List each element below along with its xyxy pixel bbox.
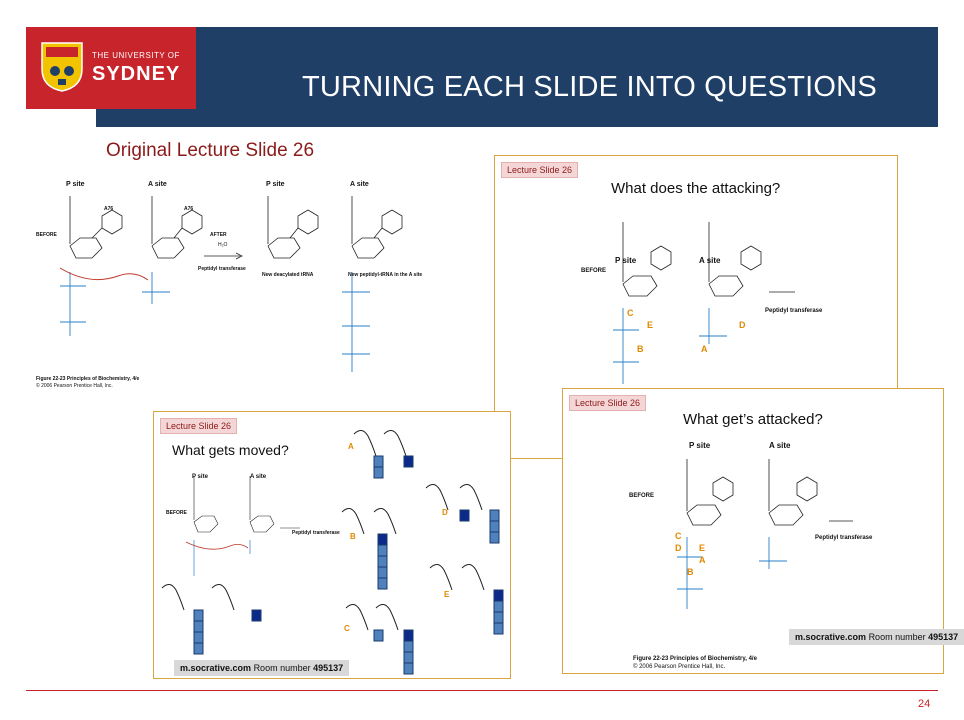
a-site-label: A site bbox=[148, 181, 167, 188]
atk-enzyme: Peptidyl transferase bbox=[815, 535, 873, 541]
socrative-room-label: Room number bbox=[253, 663, 311, 673]
att-before: BEFORE bbox=[581, 268, 607, 274]
attacked-copyright: © 2006 Pearson Prentice Hall, Inc. bbox=[633, 664, 726, 670]
atk-letter-b: B bbox=[687, 567, 694, 577]
att-p-site: P site bbox=[615, 256, 637, 265]
attacking-diagram bbox=[579, 212, 819, 392]
p-site-label: P site bbox=[66, 181, 85, 188]
a76-label-2: A76 bbox=[184, 206, 194, 212]
att-enzyme: Peptidyl transferase bbox=[765, 308, 823, 314]
deacylated-label: New deacylated tRNA bbox=[262, 272, 314, 278]
att-letter-c: C bbox=[627, 308, 634, 318]
att-letter-e: E bbox=[647, 320, 654, 330]
lecture-badge-attacked: Lecture Slide 26 bbox=[569, 395, 646, 411]
lecture-badge: Lecture Slide 26 bbox=[501, 162, 578, 178]
att-letter-a: A bbox=[701, 344, 708, 354]
header-bar bbox=[96, 27, 938, 127]
logo-line1: THE UNIVERSITY OF bbox=[92, 51, 180, 60]
att-a-site: A site bbox=[699, 256, 721, 265]
att-letter-d: D bbox=[739, 320, 746, 330]
page-number: 24 bbox=[918, 698, 931, 710]
moved-enzyme: Peptidyl transferase bbox=[292, 530, 340, 536]
p-site-label-after: P site bbox=[266, 181, 285, 188]
moved-a-site: A site bbox=[250, 474, 267, 480]
atk-letter-d: D bbox=[675, 543, 682, 553]
atk-a-site: A site bbox=[769, 441, 791, 450]
socrative-info-moved bbox=[174, 660, 349, 676]
slide-subtitle: Original Lecture Slide 26 bbox=[106, 140, 315, 161]
option-c: C bbox=[344, 624, 350, 633]
question-attacked: What get’s attacked? bbox=[683, 411, 823, 428]
option-b: B bbox=[350, 532, 356, 541]
socrative-site: m.socrative.com bbox=[180, 663, 252, 673]
enzyme-label: Peptidyl transferase bbox=[198, 266, 246, 272]
lecture-badge-moved: Lecture Slide 26 bbox=[160, 418, 237, 434]
socrative-room-2: 495137 bbox=[928, 632, 959, 642]
university-logo bbox=[26, 27, 196, 109]
question-attacking: What does the attacking? bbox=[611, 180, 781, 197]
crest-icon bbox=[40, 41, 84, 93]
original-copyright: © 2006 Pearson Prentice Hall, Inc. bbox=[36, 383, 113, 389]
atk-letter-e: E bbox=[699, 543, 706, 553]
card-moved bbox=[153, 411, 511, 679]
card-attacked bbox=[562, 388, 959, 674]
atk-before: BEFORE bbox=[629, 493, 655, 499]
atk-p-site: P site bbox=[689, 441, 711, 450]
new-peptidyl-label: New peptidyl-tRNA in the A site bbox=[348, 272, 423, 278]
logo-line2: SYDNEY bbox=[92, 63, 181, 85]
option-e: E bbox=[444, 590, 450, 599]
option-d: D bbox=[442, 508, 448, 517]
option-a: A bbox=[348, 442, 354, 451]
question-moved: What gets moved? bbox=[172, 442, 289, 458]
a-site-label-after: A site bbox=[350, 181, 369, 188]
atk-letter-a: A bbox=[699, 555, 706, 565]
water-label: H₂O bbox=[218, 242, 228, 248]
atk-letter-c: C bbox=[675, 531, 682, 541]
before-label: BEFORE bbox=[36, 232, 57, 238]
socrative-room-label-2: Room number bbox=[868, 632, 926, 642]
moved-p-site: P site bbox=[192, 474, 208, 480]
moved-options bbox=[154, 412, 510, 678]
footer-rule bbox=[26, 690, 938, 691]
socrative-room: 495137 bbox=[313, 663, 344, 673]
attacked-caption: Figure 22-23 Principles of Biochemistry, 4/e bbox=[633, 656, 757, 662]
original-slide-figure bbox=[30, 176, 423, 389]
original-caption: Figure 22-23 Principles of Biochemistry, 4/e bbox=[36, 376, 140, 382]
att-letter-b: B bbox=[637, 344, 644, 354]
after-label: AFTER bbox=[210, 232, 227, 238]
socrative-info-attacked bbox=[789, 629, 964, 645]
page-title: TURNING EACH SLIDE INTO QUESTIONS bbox=[302, 71, 877, 103]
moved-before: BEFORE bbox=[166, 510, 187, 516]
a76-label: A76 bbox=[104, 206, 114, 212]
socrative-site-2: m.socrative.com bbox=[795, 632, 867, 642]
